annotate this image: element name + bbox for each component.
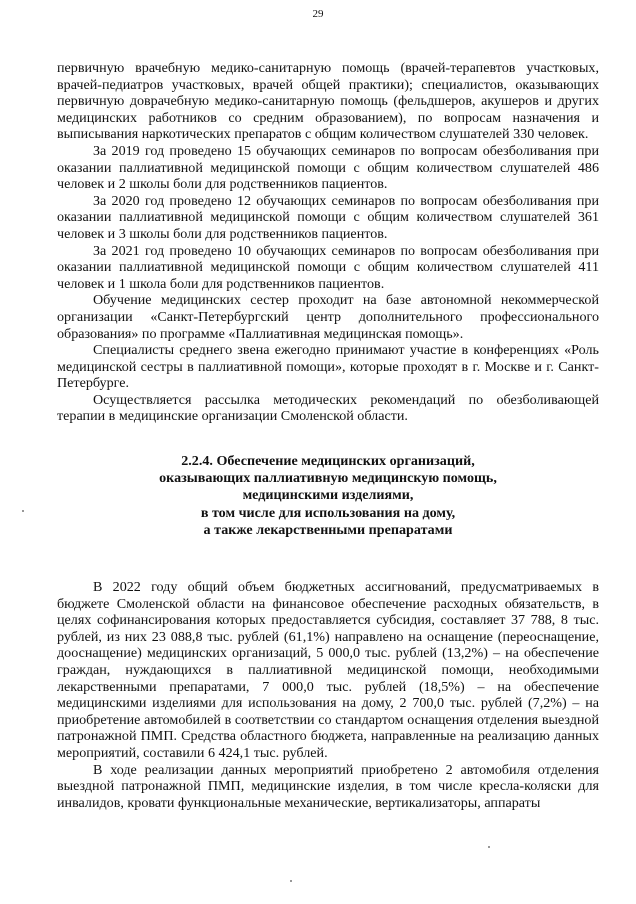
paragraph-budget-2022: В 2022 году общий объем бюджетных ассигнований, предусматриваемых в бюджете Смоленской области на финансовое обеспечение расходных обязательств, в целях софинансирования которых предоставляется субсидия, составляет 37 788, 8 тыс. рублей, из них 23 088,8 тыс. рублей (61,1%) направлено на оснащение (переоснащение, дооснащение) медицинских организаций, 5 000,0 тыс. рублей (13,2%) – на обеспечение граждан, нуждающихся в паллиативной медицинской помощи, необходимыми лекарственными препаратами, 7 000,0 тыс. рублей (18,5%) – на обеспечение медицинскими изделиями для использования на дому, 2 700,0 тыс. рублей (7,2%) – на приобретение автомобилей в соответствии со стандартом оснащения отделения выездной патронажной ПМП. Средства областного бюджета, направленные на реализацию данных мероприятий, составили 6 424,1 тыс. рублей. (57, 579, 599, 762)
scan-speck (290, 880, 292, 882)
section-heading (57, 453, 599, 539)
section-heading-line: в том числе для использования на дому, (200, 504, 456, 521)
paragraph-recommendations: Осуществляется рассылка методических рекомендаций по обезболивающей терапии в медицинские организации Смоленской области. (57, 391, 599, 425)
section-heading-line: 2.2.4. Обеспечение медицинских организаций, (181, 453, 475, 470)
paragraph-nurse-training: Обучение медицинских сестер проходит на базе автономной некоммерческой организации «Санкт-Петербургский центр дополнительного профессионального образования» по программе «Паллиативная медицинская помощь». (57, 292, 599, 342)
paragraph-conferences: Специалисты среднего звена ежегодно принимают участие в конференциях «Роль медицинской сестры в паллиативной помощи», которые проходят в г. Москве и г. Санкт-Петербурге. (57, 342, 599, 392)
paragraph-2019-seminars: За 2019 год проведено 15 обучающих семинаров по вопросам обезболивания при оказании паллиативной медицинской помощи с общим количеством слушателей 486 человек и 2 школы боли для родственников пациентов. (57, 142, 599, 193)
paragraph-purchases: В ходе реализации данных мероприятий приобретено 2 автомобиля отделения выездной патронажной ПМП, медицинские изделия, в том числе кресла-коляски для инвалидов, кровати функциональные механические, вертикализаторы, аппараты (57, 761, 599, 811)
scan-speck (22, 510, 24, 512)
page-number: 29 (312, 8, 324, 20)
section-heading-line: оказывающих паллиативную медицинскую помощь, (159, 470, 497, 487)
section-heading-line: а также лекарственными препаратами (203, 521, 453, 538)
intro-paragraph: первичную врачебную медико-санитарную помощь (врачей-терапевтов участковых, врачей-педиатров участковых, врачей общей практики); специалистов, оказывающих первичную доврачебную медико-санитарную помощь (фельдшеров, акушеров и других медицинских работников со средним образованием), по вопросам назначения и выписывания наркотических препаратов с общим количеством слушателей 330 человек. (57, 60, 599, 143)
paragraph-2021-seminars: За 2021 год проведено 10 обучающих семинаров по вопросам обезболивания при оказании паллиативной медицинской помощи с общим количеством слушателей 411 человек и 1 школа боли для родственников пациентов. (57, 242, 599, 292)
document-body (57, 60, 599, 811)
scan-speck (488, 846, 490, 848)
paragraph-2020-seminars: За 2020 год проведено 12 обучающих семинаров по вопросам обезболивания при оказании паллиативной медицинской помощи с общим количеством слушателей 361 человек и 3 школы боли для родственников пациентов. (57, 192, 599, 242)
section-heading-line: медицинскими изделиями, (242, 487, 414, 504)
